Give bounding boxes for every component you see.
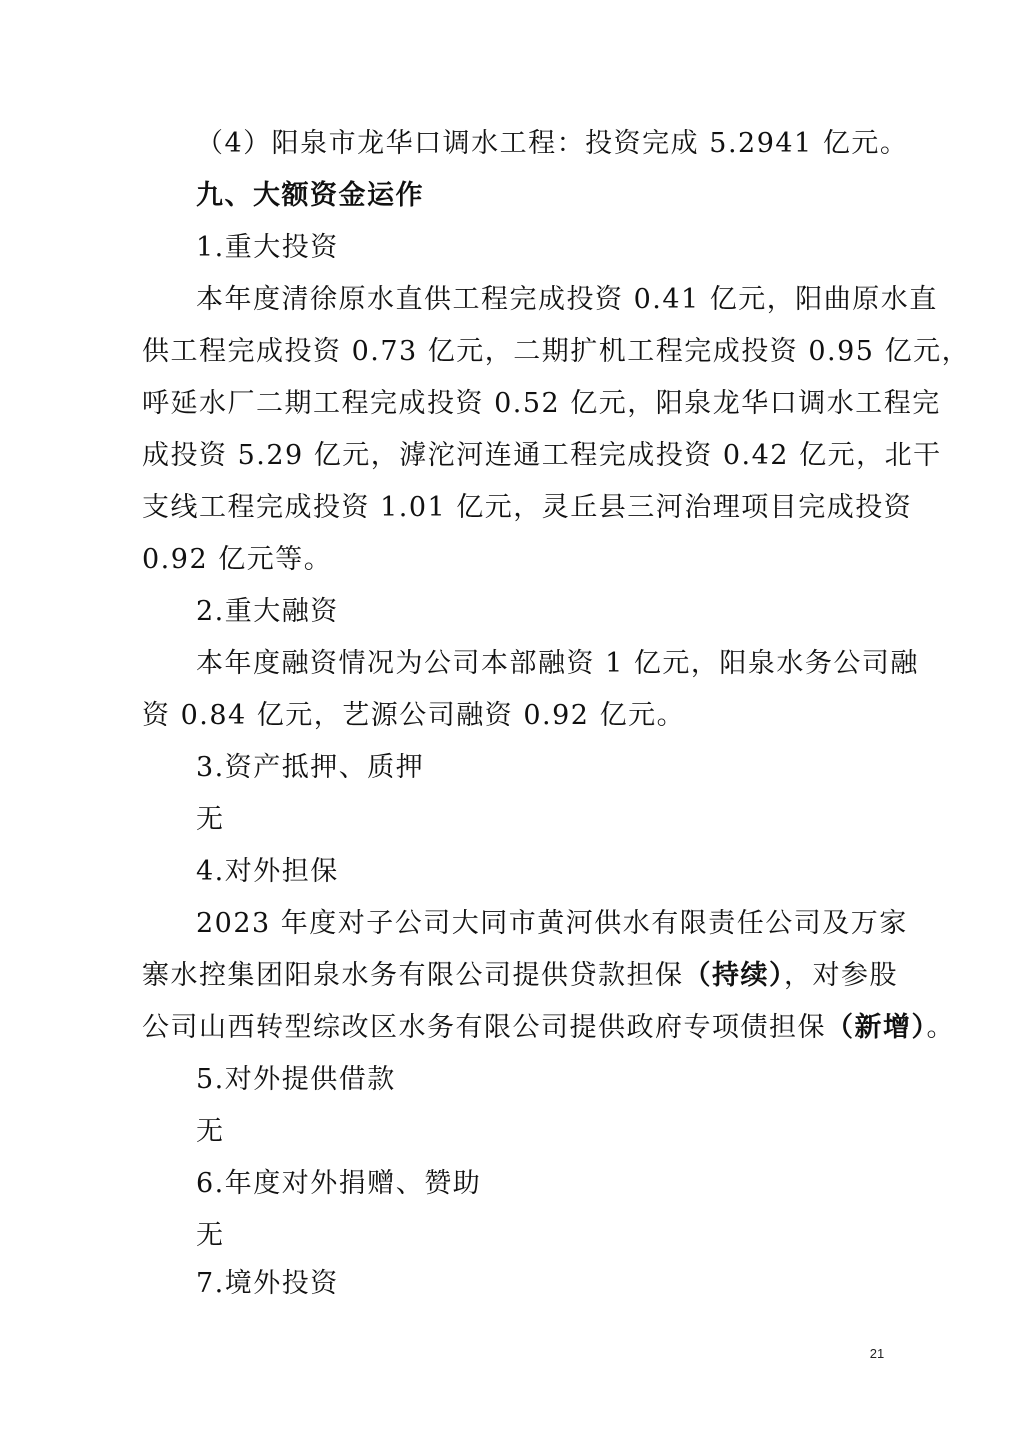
none-text: 无 (196, 1116, 225, 1147)
paragraph-line: 2023 年度对子公司大同市黄河供水有限责任公司及万家 (196, 908, 908, 939)
subheading-major-financing: 2.重大融资 (196, 596, 339, 627)
subheading-overseas-investment: 7.境外投资 (196, 1268, 339, 1299)
paragraph-line (142, 960, 898, 992)
section-heading-9: 九、大额资金运作 (196, 180, 424, 211)
paragraph-line: 成投资 5.29 亿元，滹沱河连通工程完成投资 0.42 亿元，北干 (142, 440, 942, 471)
status-continuing: （持续） (683, 960, 784, 991)
subheading-external-guarantee: 4.对外担保 (196, 856, 339, 887)
guarantee-text: 公司山西转型综改区水务有限公司提供政府专项债担保 (142, 1012, 826, 1043)
paragraph-line: 资 0.84 亿元，艺源公司融资 0.92 亿元。 (142, 700, 686, 731)
paragraph-line: 本年度融资情况为公司本部融资 1 亿元，阳泉水务公司融 (196, 648, 919, 679)
project-item-4: （4）阳泉市龙华口调水工程：投资完成 5.2941 亿元。 (196, 128, 909, 159)
none-text: 无 (196, 804, 225, 835)
status-new: （新增） (826, 1012, 927, 1043)
paragraph-line: 本年度清徐原水直供工程完成投资 0.41 亿元，阳曲原水直 (196, 284, 938, 315)
paragraph-line: 支线工程完成投资 1.01 亿元，灵丘县三河治理项目完成投资 (142, 492, 913, 523)
subheading-donations: 6.年度对外捐赠、赞助 (196, 1168, 482, 1199)
subheading-asset-pledge: 3.资产抵押、质押 (196, 752, 425, 783)
page-number: 21 (869, 1346, 885, 1361)
paragraph-line (142, 1012, 955, 1044)
guarantee-text: 。 (926, 1012, 955, 1043)
subheading-major-investment: 1.重大投资 (196, 232, 339, 263)
none-text: 无 (196, 1220, 225, 1251)
paragraph-line: 供工程完成投资 0.73 亿元，二期扩机工程完成投资 0.95 亿元， (142, 336, 971, 367)
paragraph-line: 0.92 亿元等。 (142, 544, 333, 575)
guarantee-text: 寨水控集团阳泉水务有限公司提供贷款担保 (142, 960, 684, 991)
paragraph-line: 呼延水厂二期工程完成投资 0.52 亿元，阳泉龙华口调水工程完 (142, 388, 941, 419)
guarantee-text: ，对参股 (784, 960, 898, 991)
subheading-external-loans: 5.对外提供借款 (196, 1064, 396, 1095)
